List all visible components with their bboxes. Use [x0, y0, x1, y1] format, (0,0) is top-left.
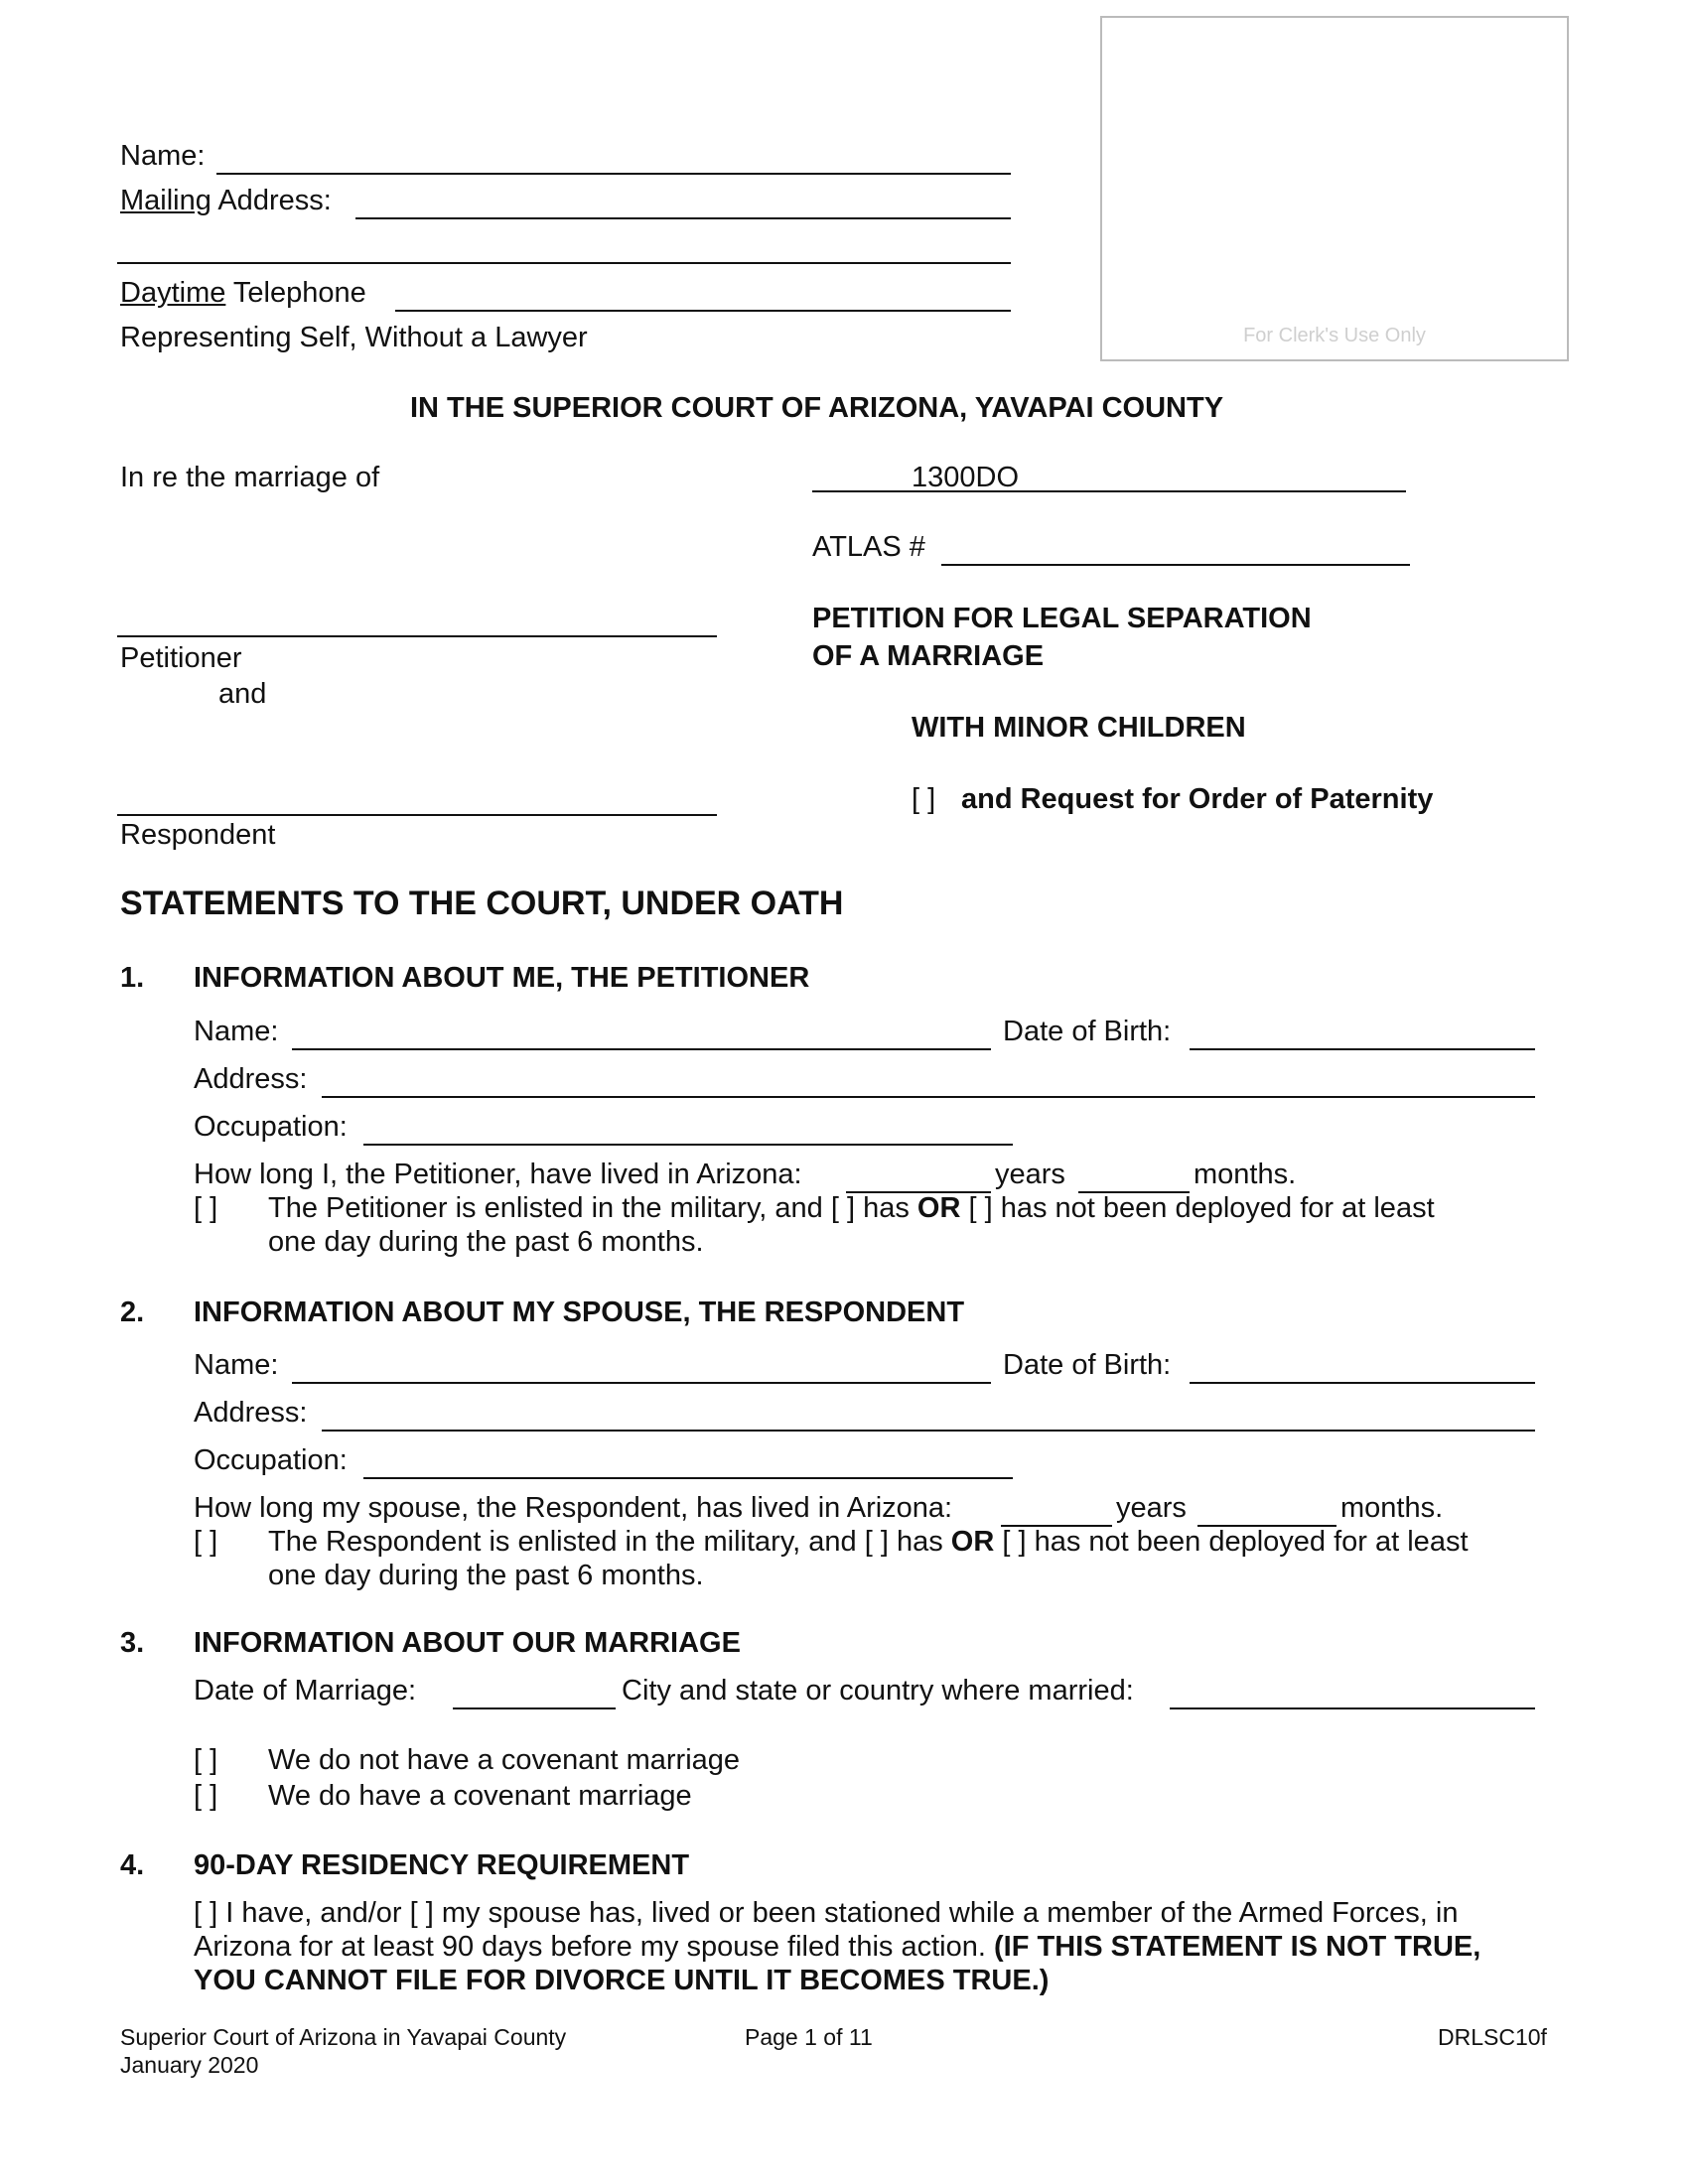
section-2-title: INFORMATION ABOUT MY SPOUSE, THE RESPONDENT [194, 1297, 965, 1328]
date-of-marriage-field[interactable] [453, 1676, 616, 1709]
statements-heading: STATEMENTS TO THE COURT, UNDER OATH [120, 885, 844, 922]
petitioner-military-checkbox[interactable]: [ ] [194, 1192, 218, 1224]
place-of-marriage-field[interactable] [1170, 1676, 1535, 1709]
section-4-title: 90-DAY RESIDENCY REQUIREMENT [194, 1849, 690, 1881]
covenant-label: We do have a covenant marriage [268, 1780, 692, 1812]
residency-warning: YOU CANNOT FILE FOR DIVORCE UNTIL IT BECOMES TRUE.) [194, 1965, 1050, 1996]
section-3-number: 3. [120, 1627, 145, 1659]
respondent-occupation-label: Occupation: [194, 1444, 348, 1476]
respondent-military-text: The Respondent is enlisted in the military, and [ ] has OR [ ] has not been deployed for at least [268, 1526, 1469, 1558]
respondent-name-field[interactable] [292, 1350, 991, 1384]
respondent-name-input[interactable] [117, 782, 717, 816]
petitioner-name-field[interactable] [292, 1017, 991, 1050]
daytime-telephone-label: Daytime Telephone [120, 277, 366, 309]
section-2-number: 2. [120, 1297, 145, 1328]
document-title-line-2: OF A MARRIAGE [812, 640, 1045, 672]
footer-date: January 2020 [120, 2052, 259, 2078]
place-of-marriage-label: City and state or country where married: [622, 1675, 1134, 1706]
petitioner-military-text-2: one day during the past 6 months. [268, 1226, 704, 1258]
petitioner-dob-label: Date of Birth: [1003, 1016, 1172, 1047]
paternity-checkbox[interactable]: [ ] [912, 783, 936, 815]
residency-text-2: Arizona for at least 90 days before my spouse filed this action. (IF THIS STATEMENT IS NOT TRUE, [194, 1931, 1481, 1963]
case-number[interactable]: 1300DO [912, 462, 1020, 493]
date-of-marriage-label: Date of Marriage: [194, 1675, 417, 1706]
covenant-checkbox[interactable]: [ ] [194, 1780, 218, 1812]
atlas-label: ATLAS # [812, 531, 925, 563]
mailing-address-input-2[interactable] [117, 230, 1011, 264]
respondent-occupation-field[interactable] [363, 1445, 1013, 1479]
residency-me-checkbox[interactable]: [ ] [194, 1897, 218, 1929]
mailing-address-input-1[interactable] [355, 186, 1011, 219]
petitioner-military-text: The Petitioner is enlisted in the military, and [ ] has OR [ ] has not been deployed for at least [268, 1192, 1435, 1224]
no-covenant-checkbox[interactable]: [ ] [194, 1744, 218, 1776]
header-name-input[interactable] [216, 141, 1011, 175]
respondent-how-long-label: How long my spouse, the Respondent, has lived in Arizona: [194, 1492, 953, 1524]
respondent-dob-field[interactable] [1190, 1350, 1535, 1384]
petitioner-label: Petitioner [120, 642, 242, 674]
petitioner-years-label: years [995, 1159, 1065, 1190]
footer-page-number: Page 1 of 11 [745, 2024, 873, 2050]
section-3-title: INFORMATION ABOUT OUR MARRIAGE [194, 1627, 741, 1659]
respondent-months-field[interactable] [1197, 1493, 1336, 1527]
respondent-months-label: months. [1340, 1492, 1444, 1524]
with-minor-children: WITH MINOR CHILDREN [912, 712, 1246, 744]
respondent-military-checkbox[interactable]: [ ] [194, 1526, 218, 1558]
document-title-line-1: PETITION FOR LEGAL SEPARATION [812, 603, 1312, 634]
section-1-number: 1. [120, 962, 145, 994]
petitioner-occupation-label: Occupation: [194, 1111, 348, 1143]
petitioner-name-label: Name: [194, 1016, 279, 1047]
and-label: and [218, 678, 267, 710]
petitioner-years-field[interactable] [846, 1160, 991, 1193]
respondent-years-label: years [1116, 1492, 1187, 1524]
respondent-military-text-2: one day during the past 6 months. [268, 1560, 704, 1591]
section-1-title: INFORMATION ABOUT ME, THE PETITIONER [194, 962, 810, 994]
telephone-input[interactable] [395, 278, 1011, 312]
clerk-use-label: For Clerk's Use Only [1243, 325, 1426, 346]
representing-self: Representing Self, Without a Lawyer [120, 322, 588, 353]
header-name-label: Name: [120, 140, 206, 172]
petitioner-how-long-label: How long I, the Petitioner, have lived in Arizona: [194, 1159, 802, 1190]
atlas-number-input[interactable] [941, 532, 1410, 566]
residency-text-1: [ ] I have, and/or [ ] my spouse has, lived or been stationed while a member of the Armed Forces, in [194, 1897, 1459, 1929]
petitioner-months-label: months. [1194, 1159, 1297, 1190]
section-4-number: 4. [120, 1849, 145, 1881]
clerk-use-box [1100, 16, 1569, 361]
mailing-address-label: Mailing Address: [120, 185, 332, 216]
petitioner-months-field[interactable] [1078, 1160, 1190, 1193]
paternity-label: and Request for Order of Paternity [961, 783, 1434, 815]
footer-form-code: DRLSC10f [1438, 2024, 1547, 2050]
respondent-address-label: Address: [194, 1397, 308, 1429]
no-covenant-label: We do not have a covenant marriage [268, 1744, 741, 1776]
petitioner-occupation-field[interactable] [363, 1112, 1013, 1146]
case-number-line [812, 490, 1406, 492]
footer-court: Superior Court of Arizona in Yavapai County [120, 2024, 567, 2050]
respondent-address-field[interactable] [322, 1398, 1535, 1432]
petitioner-address-field[interactable] [322, 1064, 1535, 1098]
petitioner-address-label: Address: [194, 1063, 308, 1095]
respondent-years-field[interactable] [1001, 1493, 1112, 1527]
petitioner-name-input[interactable] [117, 604, 717, 637]
in-re-marriage: In re the marriage of [120, 462, 380, 493]
respondent-dob-label: Date of Birth: [1003, 1349, 1172, 1381]
court-title: IN THE SUPERIOR COURT OF ARIZONA, YAVAPAI COUNTY [410, 392, 1224, 424]
respondent-name-label: Name: [194, 1349, 279, 1381]
respondent-label: Respondent [120, 819, 276, 851]
petitioner-dob-field[interactable] [1190, 1017, 1535, 1050]
residency-spouse-checkbox[interactable]: [ ] [409, 1897, 434, 1929]
